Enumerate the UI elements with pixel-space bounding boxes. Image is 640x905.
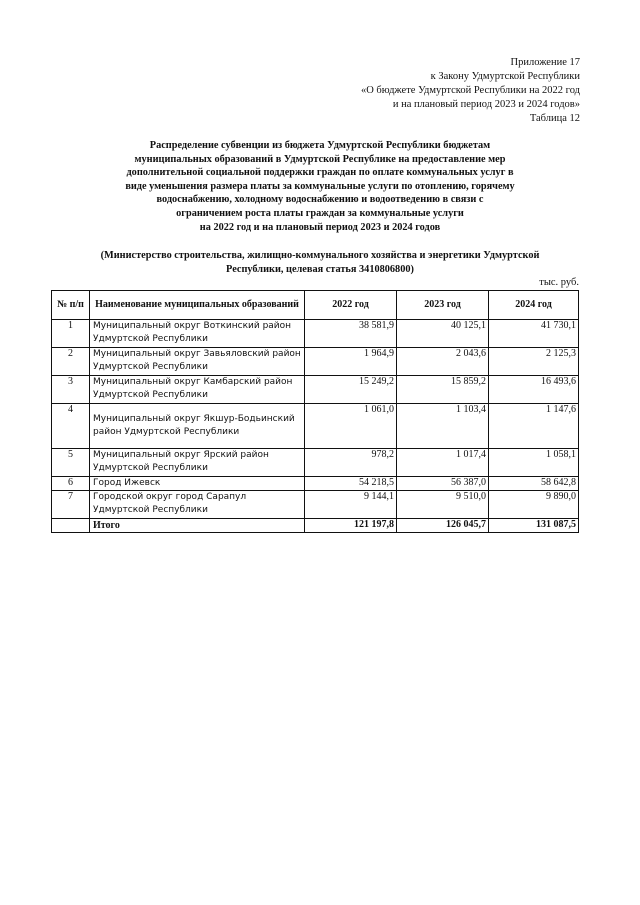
row-2022: 54 218,5 [305, 477, 397, 491]
row-2023: 40 125,1 [397, 320, 489, 348]
total-2024: 131 087,5 [489, 519, 579, 533]
appendix-header [250, 56, 580, 126]
table-header-row [52, 291, 579, 320]
subvention-table [51, 290, 579, 533]
header-2024: 2024 год [489, 291, 579, 320]
row-2022: 15 249,2 [305, 376, 397, 404]
units-label: тыс. руб. [539, 277, 579, 288]
title-line: виде уменьшения размера платы за коммунальные услуги по отоплению, горячему [125, 180, 515, 192]
row-2024: 16 493,6 [489, 376, 579, 404]
row-2024: 58 642,8 [489, 477, 579, 491]
title-line: водоснабжению, холодному водоснабжению и водоотведению в связи с [156, 194, 484, 206]
row-num: 4 [52, 404, 90, 449]
row-2024: 9 890,0 [489, 491, 579, 519]
row-2023: 2 043,6 [397, 348, 489, 376]
row-num: 5 [52, 449, 90, 477]
row-num: 6 [52, 477, 90, 491]
table-row [52, 320, 579, 348]
total-label: Итого [90, 519, 305, 533]
row-num: 7 [52, 491, 90, 519]
title-line: ограничением роста платы граждан за коммунальные услуги [176, 207, 464, 219]
row-2023: 56 387,0 [397, 477, 489, 491]
row-num: 1 [52, 320, 90, 348]
subtitle-line: (Министерство строительства, жилищно-коммунального хозяйства и энергетики Удмуртской [100, 250, 540, 261]
table-row [52, 477, 579, 491]
row-name: Муниципальный округ Завьяловский район Удмуртской Республики [90, 348, 305, 376]
title-line: дополнительной социальной поддержки граждан по оплате коммунальных услуг в [126, 167, 514, 179]
table-row [52, 449, 579, 477]
document-title [100, 139, 540, 234]
row-2022: 978,2 [305, 449, 397, 477]
appendix-line: к Закону Удмуртской Республики [430, 71, 580, 82]
row-num: 3 [52, 376, 90, 404]
row-2024: 1 058,1 [489, 449, 579, 477]
table-row [52, 376, 579, 404]
row-2024: 1 147,6 [489, 404, 579, 449]
row-2024: 41 730,1 [489, 320, 579, 348]
table-row [52, 348, 579, 376]
header-2022: 2022 год [305, 291, 397, 320]
title-line: Распределение субвенции из бюджета Удмуртской Республики бюджетам [149, 140, 491, 151]
header-2023: 2023 год [397, 291, 489, 320]
row-name: Муниципальный округ Ярский район Удмуртской Республики [90, 449, 305, 477]
row-2023: 1 103,4 [397, 404, 489, 449]
appendix-line: и на плановый период 2023 и 2024 годов» [392, 99, 580, 110]
header-name: Наименование муниципальных образований [90, 291, 305, 320]
row-2023: 15 859,2 [397, 376, 489, 404]
row-name: Городской округ город Сарапул Удмуртской Республики [90, 491, 305, 519]
title-line: муниципальных образований в Удмуртской Республике на предоставление мер [134, 153, 506, 165]
row-name: Муниципальный округ Воткинский район Удмуртской Республики [90, 320, 305, 348]
table-total-row [52, 519, 579, 533]
row-2022: 1 964,9 [305, 348, 397, 376]
title-line: на 2022 год и на плановый период 2023 и 2024 годов [199, 221, 441, 233]
row-name: Город Ижевск [90, 477, 305, 491]
row-2022: 38 581,9 [305, 320, 397, 348]
row-2024: 2 125,3 [489, 348, 579, 376]
row-num: 2 [52, 348, 90, 376]
row-2023: 1 017,4 [397, 449, 489, 477]
total-num-empty [52, 519, 90, 533]
row-name: Муниципальный округ Якшур-Бодьинский район Удмуртской Республики [90, 404, 305, 449]
table-row [52, 404, 579, 449]
total-2023: 126 045,7 [397, 519, 489, 533]
table-number: Таблица 12 [529, 113, 580, 124]
row-name: Муниципальный округ Камбарский район Удмуртской Республики [90, 376, 305, 404]
total-2022: 121 197,8 [305, 519, 397, 533]
header-num: № п/п [52, 291, 90, 320]
table-row [52, 491, 579, 519]
document-subtitle [75, 249, 565, 276]
subtitle-line: Республики, целевая статья 3410806800) [226, 263, 414, 275]
row-2022: 9 144,1 [305, 491, 397, 519]
appendix-line: Приложение 17 [510, 57, 580, 68]
row-2023: 9 510,0 [397, 491, 489, 519]
row-2022: 1 061,0 [305, 404, 397, 449]
appendix-line: «О бюджете Удмуртской Республики на 2022 год [360, 85, 580, 96]
